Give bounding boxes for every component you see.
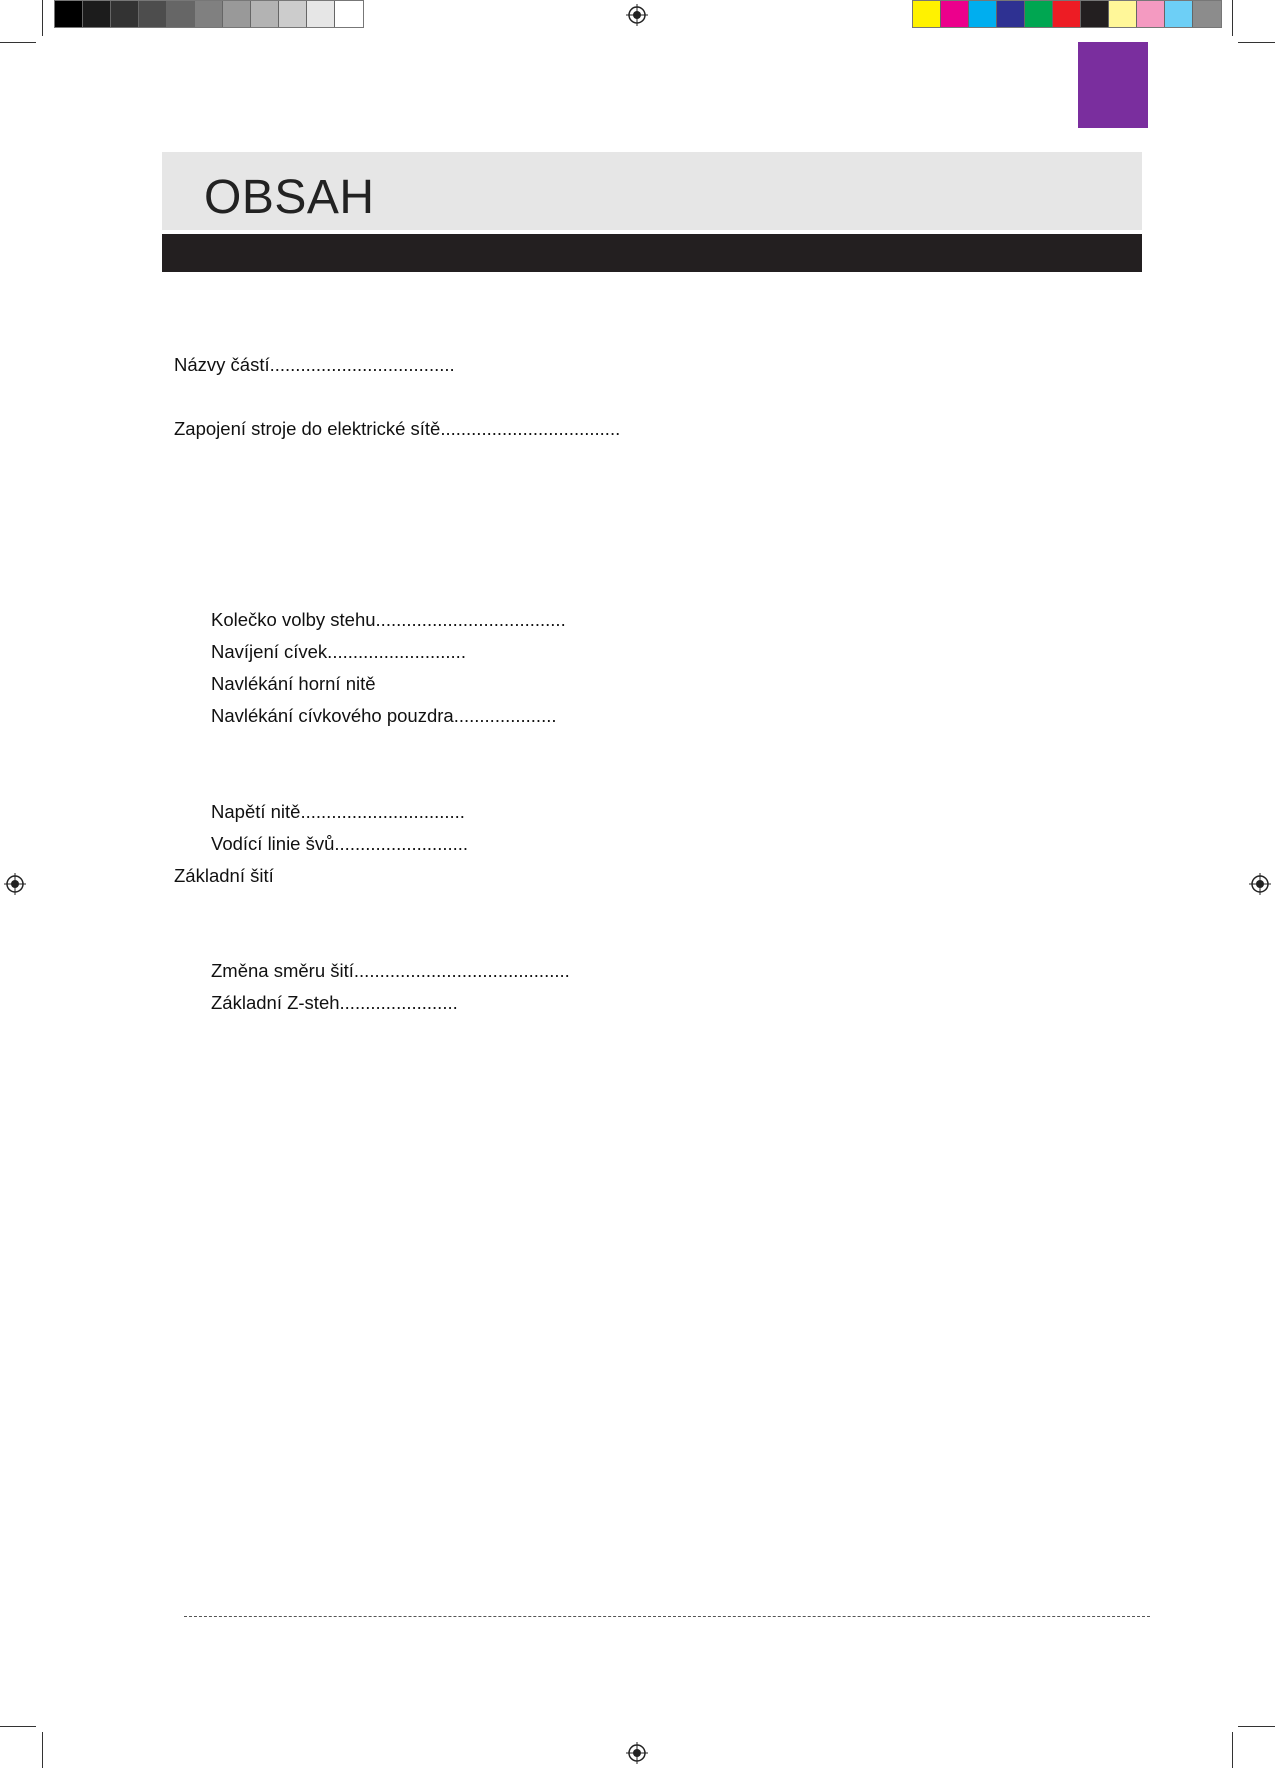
color-swatch [1053, 1, 1081, 27]
color-swatch [139, 1, 167, 27]
registration-mark-icon [4, 873, 26, 895]
toc-entry: Názvy částí.................................... [174, 354, 455, 375]
toc-entry: Kolečko volby stehu..................................... [211, 609, 566, 630]
crop-mark-bottom-right-v [1232, 1732, 1233, 1768]
color-swatch [167, 1, 195, 27]
crop-mark-bottom-left-h [0, 1726, 36, 1727]
color-swatch [1081, 1, 1109, 27]
crop-mark-top-left-v [42, 0, 43, 36]
color-swatch [1193, 1, 1221, 27]
color-swatch [1137, 1, 1165, 27]
toc-entry: Navíjení cívek........................... [211, 641, 466, 662]
page-title: OBSAH [204, 171, 375, 224]
toc-entry: Navlékání horní nitě [211, 673, 376, 694]
toc-entry: Změna směru šití.......................................... [211, 960, 570, 981]
color-calibration-strip [912, 0, 1222, 28]
color-swatch [195, 1, 223, 27]
section-tab-marker [1078, 42, 1148, 128]
registration-mark-icon [626, 1742, 648, 1764]
registration-mark-icon [626, 4, 648, 26]
color-swatch [55, 1, 83, 27]
color-swatch [1165, 1, 1193, 27]
color-swatch [1109, 1, 1137, 27]
color-swatch [969, 1, 997, 27]
toc-entry: Napětí nitě................................ [211, 801, 465, 822]
title-band [162, 152, 1142, 230]
toc-entry: Základní Z-steh....................... [211, 992, 458, 1013]
color-swatch [223, 1, 251, 27]
registration-mark-icon [1249, 873, 1271, 895]
color-swatch [941, 1, 969, 27]
color-swatch [111, 1, 139, 27]
color-swatch [251, 1, 279, 27]
color-swatch [913, 1, 941, 27]
color-swatch [997, 1, 1025, 27]
color-swatch [1025, 1, 1053, 27]
toc-entry: Vodící linie švů.......................... [211, 833, 469, 854]
toc-entry: Základní šití [174, 865, 274, 886]
crop-mark-top-right-v [1232, 0, 1233, 36]
crop-mark-bottom-left-v [42, 1732, 43, 1768]
color-swatch [83, 1, 111, 27]
toc-entry: Navlékání cívkového pouzdra.................... [211, 705, 557, 726]
color-swatch [335, 1, 363, 27]
color-swatch [279, 1, 307, 27]
grayscale-calibration-strip [54, 0, 364, 28]
crop-mark-top-left-h [0, 42, 36, 43]
crop-mark-top-right-h [1238, 42, 1275, 43]
footer-dashed-rule [184, 1616, 1150, 1617]
crop-mark-bottom-right-h [1238, 1726, 1275, 1727]
toc-entry: Zapojení stroje do elektrické sítě................................... [174, 418, 621, 439]
color-swatch [307, 1, 335, 27]
title-underline-bar [162, 234, 1142, 272]
